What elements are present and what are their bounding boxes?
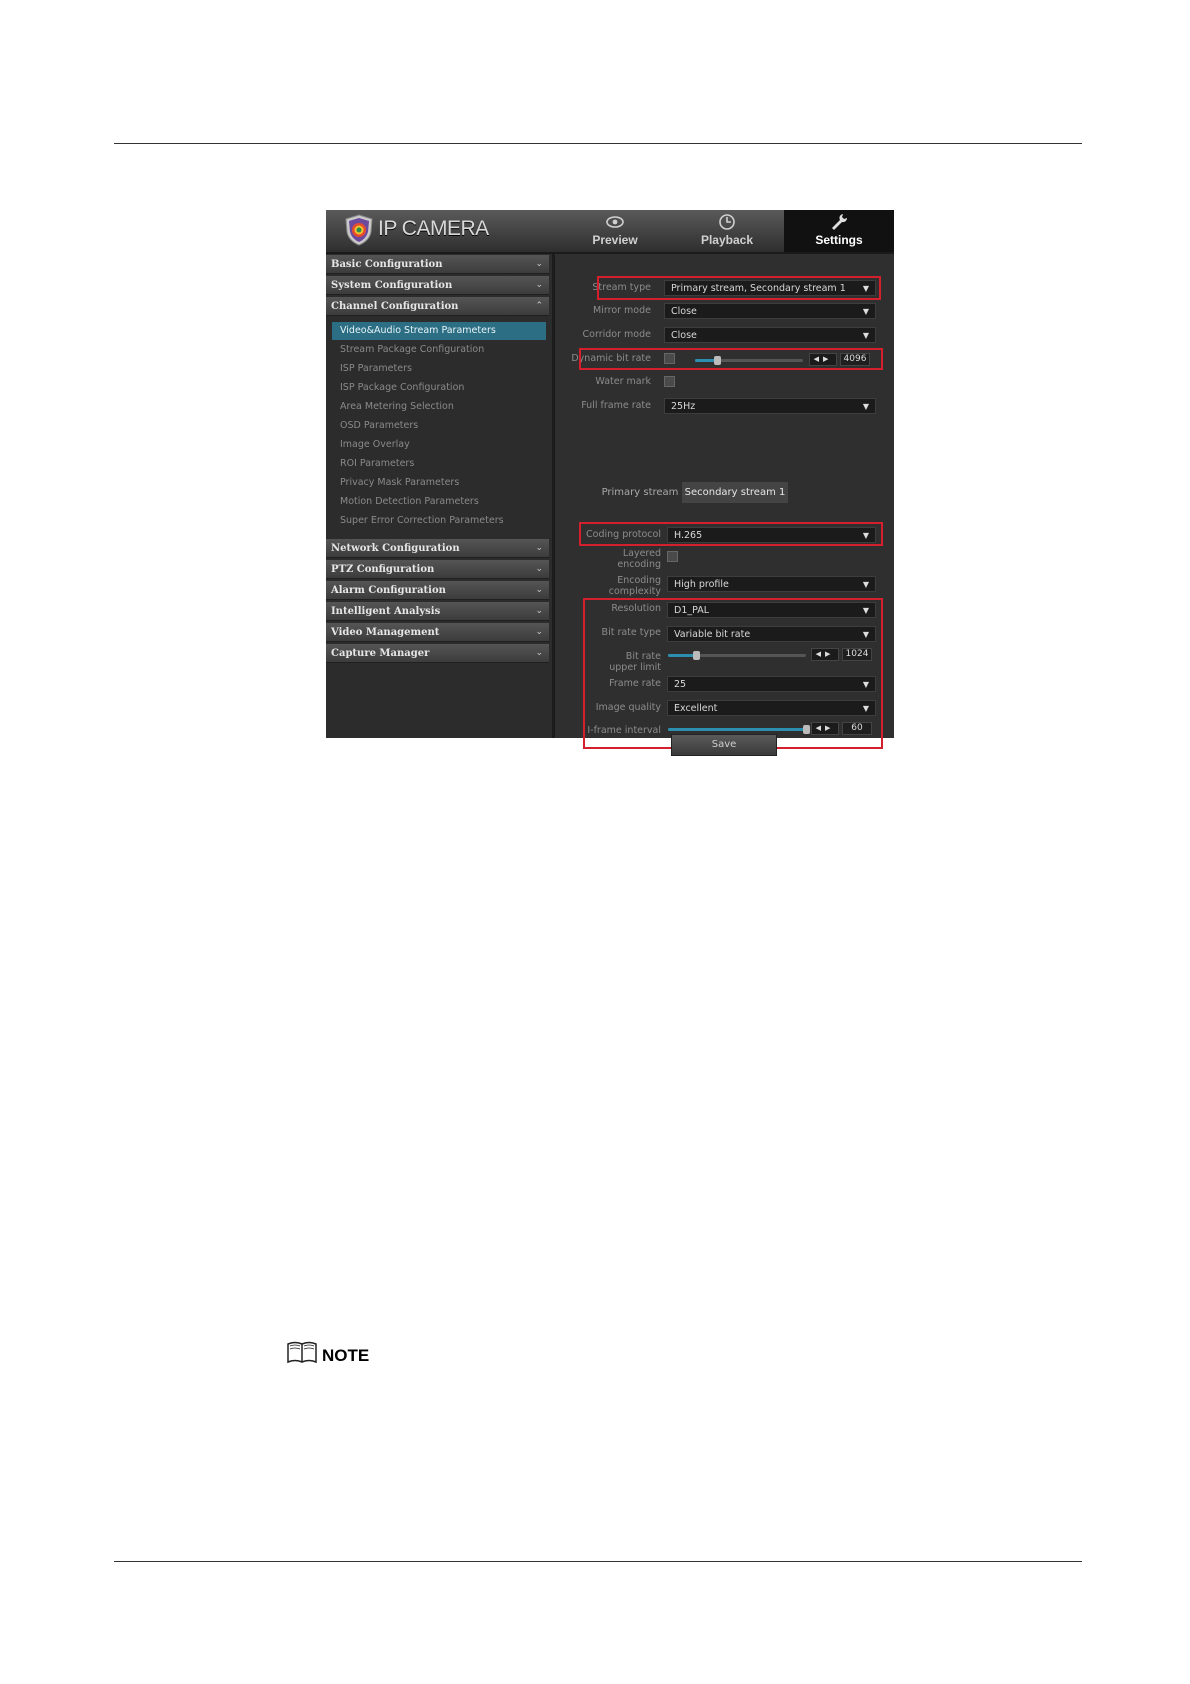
footer-rule xyxy=(114,1561,1082,1562)
sidebar-section-ptz-configuration[interactable] xyxy=(326,560,549,579)
brand-title: IP CAMERA xyxy=(378,217,489,240)
bit-rate-upper-limit-stepper[interactable]: ◀▶ xyxy=(811,648,839,661)
chevron-down-icon: ⌄ xyxy=(535,585,543,595)
dropdown-arrow-icon: ▼ xyxy=(862,284,869,293)
i-frame-interval-stepper[interactable]: ◀▶ xyxy=(811,722,839,735)
chevron-down-icon: ⌄ xyxy=(535,564,543,574)
select-value: Variable bit rate xyxy=(674,629,751,640)
label-line-2: complexity xyxy=(608,586,661,597)
dropdown-arrow-icon: ▼ xyxy=(862,606,869,615)
sidebar-item-image-overlay[interactable]: Image Overlay xyxy=(340,439,410,450)
sidebar-section-alarm-configuration[interactable] xyxy=(326,581,549,600)
i-frame-interval-label: I-frame interval xyxy=(587,725,661,736)
chevron-down-icon: ⌄ xyxy=(535,543,543,553)
sidebar-item-isp-parameters[interactable]: ISP Parameters xyxy=(340,363,412,374)
ip-camera-settings-screenshot xyxy=(326,210,894,750)
tab-label: Playback xyxy=(700,233,754,247)
select-value: Excellent xyxy=(674,703,718,714)
eye-icon xyxy=(605,212,625,232)
dropdown-arrow-icon: ▼ xyxy=(862,531,869,540)
sidebar-item-stream-package-configuration[interactable]: Stream Package Configuration xyxy=(340,344,485,355)
section-label: Intelligent Analysis xyxy=(331,606,441,617)
chevron-down-icon: ⌄ xyxy=(535,259,543,269)
section-label: Capture Manager xyxy=(331,648,430,659)
sidebar-section-system-configuration[interactable] xyxy=(326,276,549,295)
corridor-mode-select[interactable] xyxy=(664,327,876,343)
wrench-icon xyxy=(829,212,849,232)
label-line-2: upper limit xyxy=(609,662,661,673)
dropdown-arrow-icon: ▼ xyxy=(862,402,869,411)
sidebar-section-basic-configuration[interactable] xyxy=(326,255,549,274)
layered-encoding-label xyxy=(573,548,661,570)
section-label: Alarm Configuration xyxy=(331,585,446,596)
chevron-down-icon: ⌄ xyxy=(535,627,543,637)
highlight-box xyxy=(583,598,883,749)
select-value: D1_PAL xyxy=(674,605,710,616)
sidebar-section-channel-configuration[interactable] xyxy=(326,297,549,316)
tab-playback[interactable] xyxy=(672,210,782,252)
sidebar-section-network-configuration[interactable] xyxy=(326,539,549,558)
chevron-down-icon: ⌄ xyxy=(535,280,543,290)
app-header xyxy=(326,210,894,254)
resolution-label: Resolution xyxy=(611,603,661,614)
frame-rate-label: Frame rate xyxy=(609,678,661,689)
encoding-complexity-label xyxy=(573,575,661,597)
highlight-box xyxy=(579,522,883,546)
settings-panel xyxy=(555,254,894,750)
select-value: 25Hz xyxy=(671,401,696,412)
sidebar xyxy=(326,254,555,738)
bit-rate-upper-limit-value[interactable]: 1024 xyxy=(842,648,872,661)
section-label: Network Configuration xyxy=(331,543,460,554)
stream-type-label: Stream type xyxy=(592,282,651,293)
dropdown-arrow-icon: ▼ xyxy=(862,630,869,639)
select-value: 25 xyxy=(674,679,687,690)
label-line-1: Encoding xyxy=(617,575,661,586)
tab-primary-stream[interactable]: Primary stream xyxy=(601,487,679,498)
tab-settings[interactable] xyxy=(784,210,894,252)
highlight-box xyxy=(597,276,881,300)
sidebar-item-super-error-correction-parameters[interactable]: Super Error Correction Parameters xyxy=(340,515,504,526)
select-value: Close xyxy=(671,330,697,341)
water-mark-label: Water mark xyxy=(595,376,651,387)
label-line-1: Bit rate xyxy=(625,651,661,662)
mirror-mode-select[interactable] xyxy=(664,303,876,319)
dropdown-arrow-icon: ▼ xyxy=(862,331,869,340)
water-mark-checkbox[interactable] xyxy=(664,376,675,387)
save-button[interactable]: Save xyxy=(671,734,777,756)
dropdown-arrow-icon: ▼ xyxy=(862,580,869,589)
coding-protocol-label: Coding protocol xyxy=(586,529,661,540)
section-label: Video Management xyxy=(331,627,440,638)
label-line-2: encoding xyxy=(617,559,661,570)
camera-shield-logo-icon xyxy=(344,214,374,246)
dynamic-bit-rate-stepper[interactable]: ◀▶ xyxy=(809,353,837,366)
select-value: High profile xyxy=(674,579,729,590)
tab-label: Preview xyxy=(592,233,638,247)
clock-icon xyxy=(717,212,737,232)
note-label: NOTE xyxy=(322,1346,370,1365)
sidebar-item-osd-parameters[interactable]: OSD Parameters xyxy=(340,420,419,431)
dropdown-arrow-icon: ▼ xyxy=(862,680,869,689)
header-rule xyxy=(114,143,1082,144)
section-label: Basic Configuration xyxy=(331,259,443,270)
sidebar-item-isp-package-configuration[interactable]: ISP Package Configuration xyxy=(340,382,465,393)
dropdown-arrow-icon: ▼ xyxy=(862,704,869,713)
i-frame-interval-value[interactable]: 60 xyxy=(842,722,872,735)
sidebar-item-video-audio-stream-parameters[interactable]: Video&Audio Stream Parameters xyxy=(332,322,546,340)
chevron-up-icon: ⌃ xyxy=(535,301,543,311)
tab-secondary-stream-1[interactable]: Secondary stream 1 xyxy=(682,482,788,503)
chevron-down-icon: ⌄ xyxy=(535,648,543,658)
section-label: System Configuration xyxy=(331,280,453,291)
dropdown-arrow-icon: ▼ xyxy=(862,307,869,316)
sidebar-item-privacy-mask-parameters[interactable]: Privacy Mask Parameters xyxy=(340,477,460,488)
sidebar-section-capture-manager[interactable] xyxy=(326,644,549,663)
chevron-down-icon: ⌄ xyxy=(535,606,543,616)
full-frame-rate-label: Full frame rate xyxy=(581,400,651,411)
sidebar-item-roi-parameters[interactable]: ROI Parameters xyxy=(340,458,415,469)
corridor-mode-label: Corridor mode xyxy=(582,329,651,340)
select-value: Primary stream, Secondary stream 1 xyxy=(671,283,846,294)
bit-rate-type-label: Bit rate type xyxy=(601,627,661,638)
book-icon xyxy=(286,1340,318,1366)
select-value: H.265 xyxy=(674,530,703,541)
sidebar-section-intelligent-analysis[interactable] xyxy=(326,602,549,621)
label-line-1: Layered xyxy=(622,548,661,559)
tab-label: Settings xyxy=(815,233,863,247)
layered-encoding-checkbox[interactable] xyxy=(667,551,678,562)
encoding-complexity-select[interactable] xyxy=(667,576,876,592)
dynamic-bit-rate-value[interactable]: 4096 xyxy=(840,353,870,366)
mirror-mode-label: Mirror mode xyxy=(593,305,651,316)
sidebar-item-area-metering-selection[interactable]: Area Metering Selection xyxy=(340,401,454,412)
section-label: Channel Configuration xyxy=(331,301,459,312)
full-frame-rate-select[interactable] xyxy=(664,398,876,414)
image-quality-label: Image quality xyxy=(595,702,661,713)
highlight-box xyxy=(579,348,883,370)
section-label: PTZ Configuration xyxy=(331,564,435,575)
tab-preview[interactable] xyxy=(560,210,670,252)
dynamic-bit-rate-label: Dynamic bit rate xyxy=(571,353,651,364)
sidebar-item-motion-detection-parameters[interactable]: Motion Detection Parameters xyxy=(340,496,479,507)
select-value: Close xyxy=(671,306,697,317)
sidebar-section-video-management[interactable] xyxy=(326,623,549,642)
